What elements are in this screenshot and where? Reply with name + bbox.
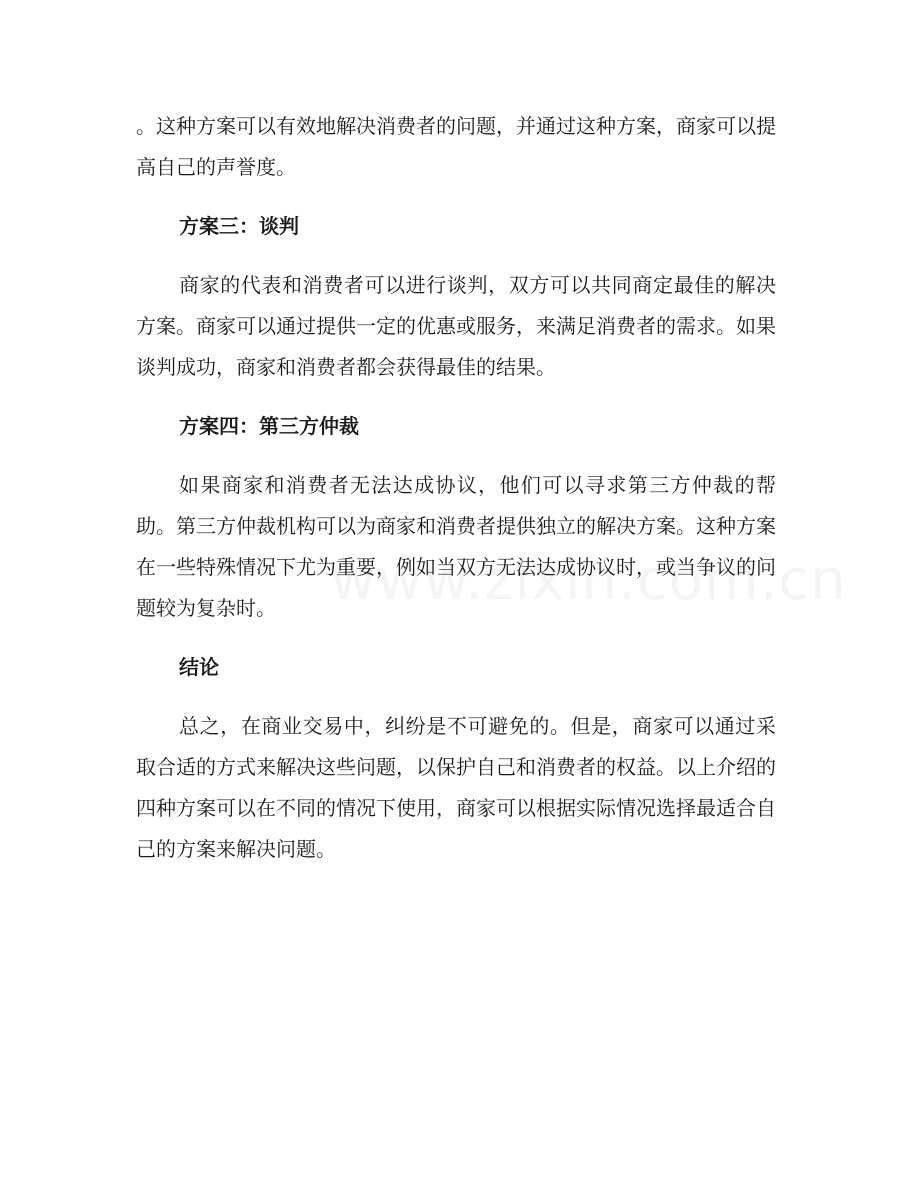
paragraph-conclusion: 总之，在商业交易中，纠纷是不可避免的。但是，商家可以通过采取合适的方式来解决这些问题，以保护自己和消费者的权益。以上介绍的四种方案可以在不同的情况下使用，商家可以根据实际情况选择最适合自己的方案来解决问题。 [136, 714, 776, 861]
heading-option-four: 方案四：第三方仲裁 [179, 414, 359, 438]
paragraph-negotiation: 商家的代表和消费者可以进行谈判，双方可以共同商定最佳的解决方案。商家可以通过提供一定的优惠或服务，来满足消费者的需求。如果谈判成功，商家和消费者都会获得最佳的结果。 [136, 273, 776, 379]
paragraph-arbitration: 如果商家和消费者无法达成协议，他们可以寻求第三方仲裁的帮助。第三方仲裁机构可以为商家和消费者提供独立的解决方案。这种方案在一些特殊情况下尤为重要，例如当双方无法达成协议时，或当争议的问题较为复杂时。 [136, 473, 776, 620]
paragraph-continuation: 。这种方案可以有效地解决消费者的问题，并通过这种方案，商家可以提高自己的声誉度。 [136, 114, 776, 179]
heading-option-three: 方案三：谈判 [179, 214, 299, 238]
document-body [136, 106, 776, 870]
heading-conclusion: 结论 [179, 655, 219, 679]
